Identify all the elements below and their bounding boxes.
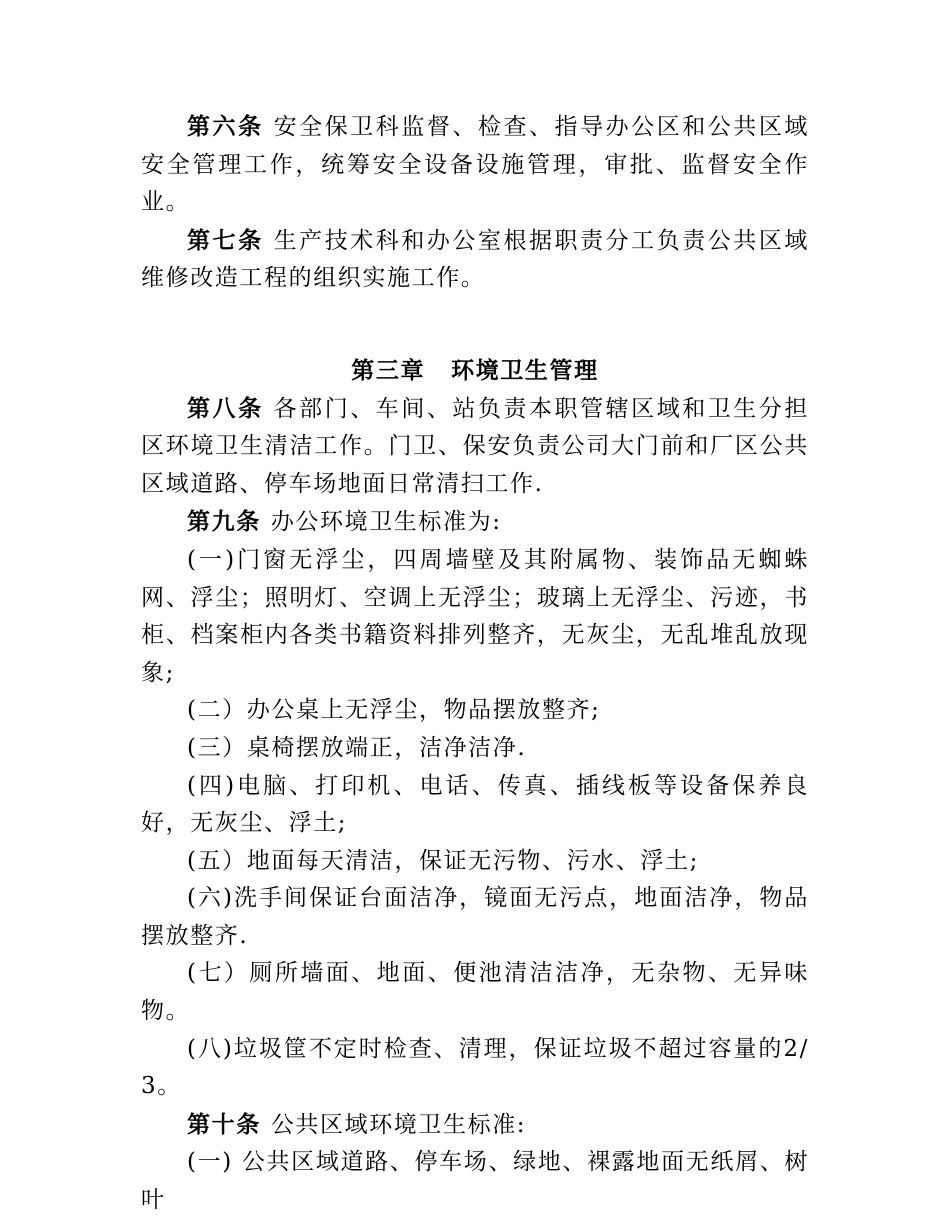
article-7-label: 第七条 <box>187 226 264 254</box>
article-10-label: 第十条 <box>187 1110 261 1138</box>
article-8 <box>141 390 809 504</box>
article-10-item-1: (一) 公共区域道路、停车场、绿地、裸露地面无纸屑、树叶 <box>141 1149 809 1214</box>
chapter-heading <box>141 352 809 390</box>
article-7-text: 生产技术科和办公室根据职责分工负责公共区域维修改造工程的组织实施工作。 <box>141 227 809 292</box>
article-10-text: 公共区域环境卫生标准: <box>270 1111 527 1138</box>
article-9-item-6: (六)洗手间保证台面洁净，镜面无污点，地面洁净，物品摆放整齐. <box>141 885 809 949</box>
article-6-text: 安全保卫科监督、检查、指导办公区和公共区域安全管理工作，统筹安全设备设施管理，审批、监督安全作业。 <box>141 114 809 216</box>
article-9-text: 办公环境卫生标准为: <box>270 509 502 536</box>
article-7 <box>141 222 809 298</box>
article-6-label: 第六条 <box>187 113 264 140</box>
article-9 <box>141 503 809 542</box>
article-9-item-1: (一)门窗无浮尘，四周墙壁及其附属物、装饰品无蜘蛛网、浮尘；照明灯、空调上无浮尘；玻璃上无浮尘、污迹，书柜、档案柜内各类书籍资料排列整齐，无灰尘，无乱堆乱放现象; <box>141 546 809 686</box>
article-8-label: 第八条 <box>187 394 264 422</box>
chapter-number: 第三章 <box>351 356 426 384</box>
article-9-item-5: (五）地面每天清洁，保证无污物、污水、浮土; <box>187 847 699 874</box>
article-9-item-4: (四)电脑、打印机、电话、传真、插线板等设备保养良好，无灰尘、浮土; <box>141 772 809 837</box>
article-9-label: 第九条 <box>187 508 261 536</box>
article-9-item-2: (二）办公桌上无浮尘，物品摆放整齐; <box>187 697 601 724</box>
article-9-item-8: (八)垃圾筐不定时检查、清理，保证垃圾不超过容量的2/3。 <box>141 1035 809 1100</box>
article-9-item-7: (七）厕所墙面、地面、便池清洁洁净，无杂物、无异味物。 <box>141 960 809 1025</box>
article-6 <box>141 108 809 222</box>
article-8-text: 各部门、车间、站负责本职管辖区域和卫生分担区环境卫生清洁工作。门卫、保安负责公司大门前和厂区公共区域道路、停车场地面日常清扫工作. <box>141 395 809 497</box>
chapter-title: 环境卫生管理 <box>451 356 599 384</box>
article-10 <box>141 1106 809 1145</box>
article-9-item-3: (三）桌椅摆放端正，洁净洁净. <box>187 734 527 761</box>
document-body <box>141 108 809 1220</box>
